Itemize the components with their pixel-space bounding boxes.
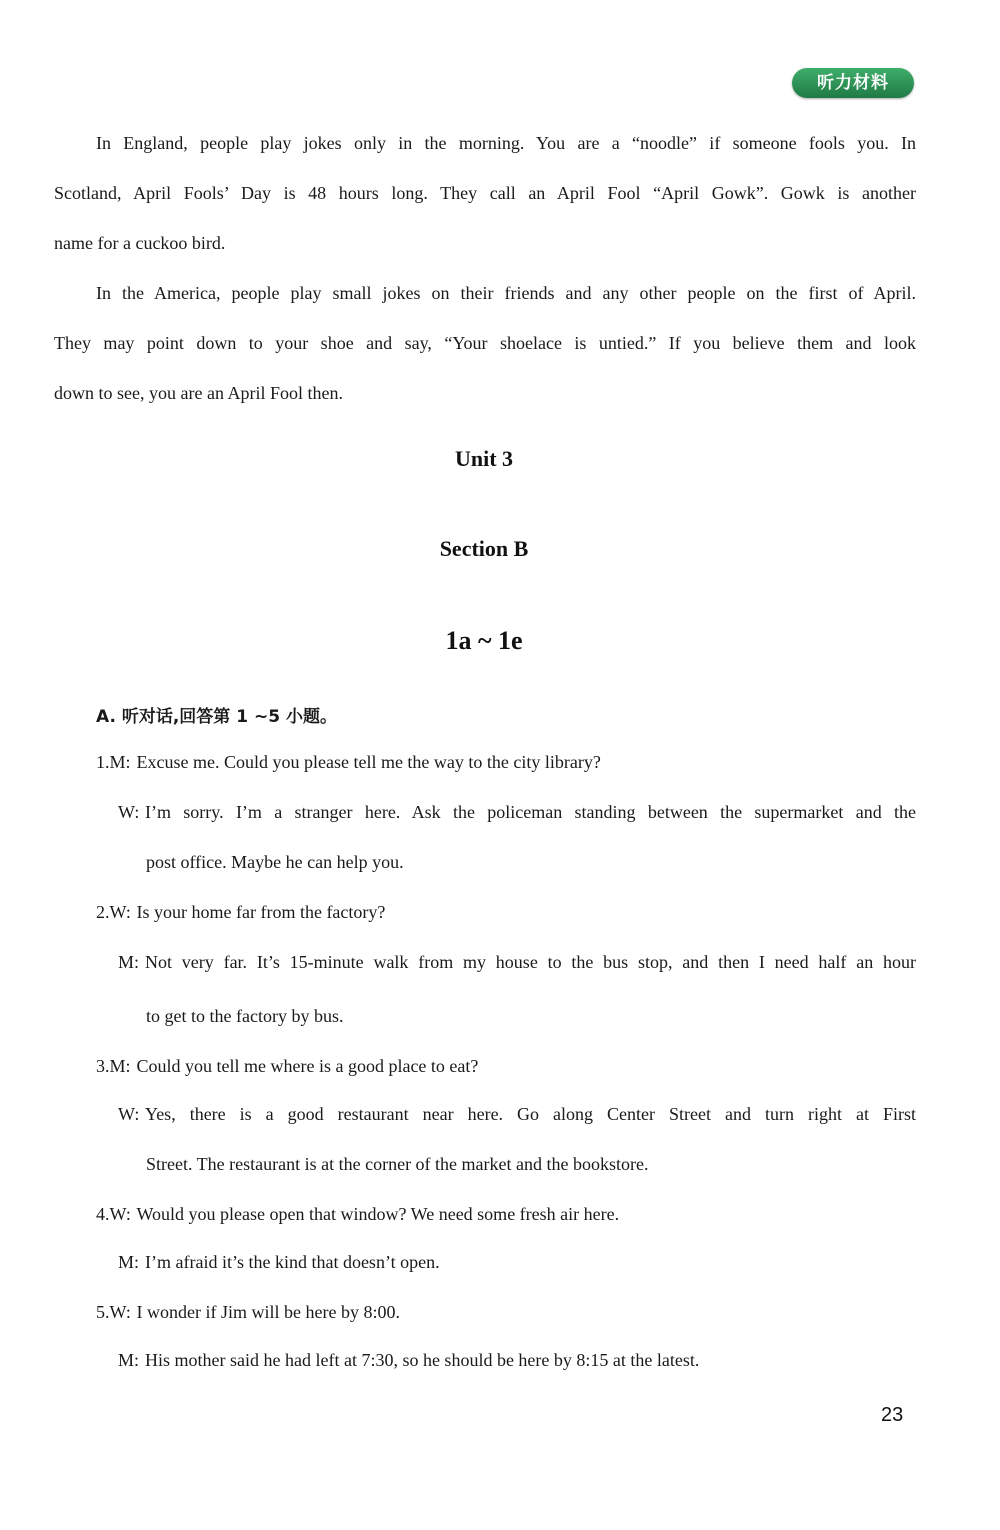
text-line: In England, people play jokes only in the morning. You are a “noodle” if someone fools you. In xyxy=(96,133,916,153)
dialogue-3-line-2 xyxy=(118,1104,916,1125)
page-number: 23 xyxy=(881,1404,904,1426)
dialogue-text: I’m afraid it’s the kind that doesn’t open. xyxy=(145,1252,440,1272)
speaker-label: M: xyxy=(109,752,131,772)
dialogue-1-line-1 xyxy=(96,752,601,773)
dialogue-5-line-1 xyxy=(96,1302,400,1323)
speaker-label: W: xyxy=(118,802,140,822)
speaker-label: M: xyxy=(109,1056,131,1076)
dialogue-text: Could you tell me where is a good place to eat? xyxy=(136,1056,479,1076)
speaker-label: M: xyxy=(118,1252,140,1272)
dialogue-2-continuation: to get to the factory by bus. xyxy=(146,1006,344,1026)
dialogue-text: Would you please open that window? We need some fresh air here. xyxy=(136,1204,620,1224)
dialogue-text: I wonder if Jim will be here by 8:00. xyxy=(136,1302,400,1322)
question-number: 4. xyxy=(96,1204,110,1224)
unit-heading: Unit 3 xyxy=(454,446,514,471)
speaker-label: W: xyxy=(109,902,131,922)
text-line: They may point down to your shoe and say, “Your shoelace is untied.” If you believe them and look xyxy=(54,333,916,353)
paragraph-england-scotland xyxy=(54,118,916,268)
paragraph-america xyxy=(54,268,916,418)
question-number: 2. xyxy=(96,902,110,922)
section-badge: 听力材料 xyxy=(792,68,914,98)
exercise-range-heading: 1a ~ 1e xyxy=(445,626,523,655)
dialogue-3-continuation: Street. The restaurant is at the corner of the market and the bookstore. xyxy=(146,1154,649,1174)
text-line: In the America, people play small jokes on their friends and any other people on the first of April. xyxy=(96,283,916,303)
speaker-label: M: xyxy=(118,952,140,972)
text-line: Scotland, April Fools’ Day is 48 hours long. They call an April Fool “April Gowk”. Gowk is another xyxy=(54,183,916,203)
text-line: name for a cuckoo bird. xyxy=(54,233,226,253)
question-number: 1. xyxy=(96,752,110,772)
dialogue-4-line-1 xyxy=(96,1204,619,1225)
speaker-label: W: xyxy=(118,1104,140,1124)
dialogue-text: Yes, there is a good restaurant near here. Go along Center Street and turn right at First xyxy=(145,1104,916,1124)
dialogue-5-line-2 xyxy=(118,1350,699,1371)
speaker-label: W: xyxy=(109,1204,131,1224)
dialogue-text: Excuse me. Could you please tell me the way to the city library? xyxy=(136,752,601,772)
dialogue-text: His mother said he had left at 7:30, so he should be here by 8:15 at the latest. xyxy=(145,1350,700,1370)
dialogue-4-line-2 xyxy=(118,1252,440,1273)
question-number: 5. xyxy=(96,1302,110,1322)
text-line: down to see, you are an April Fool then. xyxy=(54,383,343,403)
dialogue-1-line-2 xyxy=(118,802,916,823)
dialogue-text: Not very far. It’s 15-minute walk from my house to the bus stop, and then I need half an hour xyxy=(145,952,916,972)
listening-instruction: A. 听对话,回答第 1 ~5 小题。 xyxy=(96,707,337,727)
section-heading: Section B xyxy=(439,536,529,561)
speaker-label: M: xyxy=(118,1350,140,1370)
dialogue-2-line-2 xyxy=(118,952,916,973)
dialogue-text: Is your home far from the factory? xyxy=(136,902,386,922)
speaker-label: W: xyxy=(109,1302,131,1322)
dialogue-2-line-1 xyxy=(96,902,385,923)
dialogue-1-continuation: post office. Maybe he can help you. xyxy=(146,852,404,872)
question-number: 3. xyxy=(96,1056,110,1076)
dialogue-3-line-1 xyxy=(96,1056,478,1077)
dialogue-text: I’m sorry. I’m a stranger here. Ask the policeman standing between the supermarket and the xyxy=(145,802,916,822)
